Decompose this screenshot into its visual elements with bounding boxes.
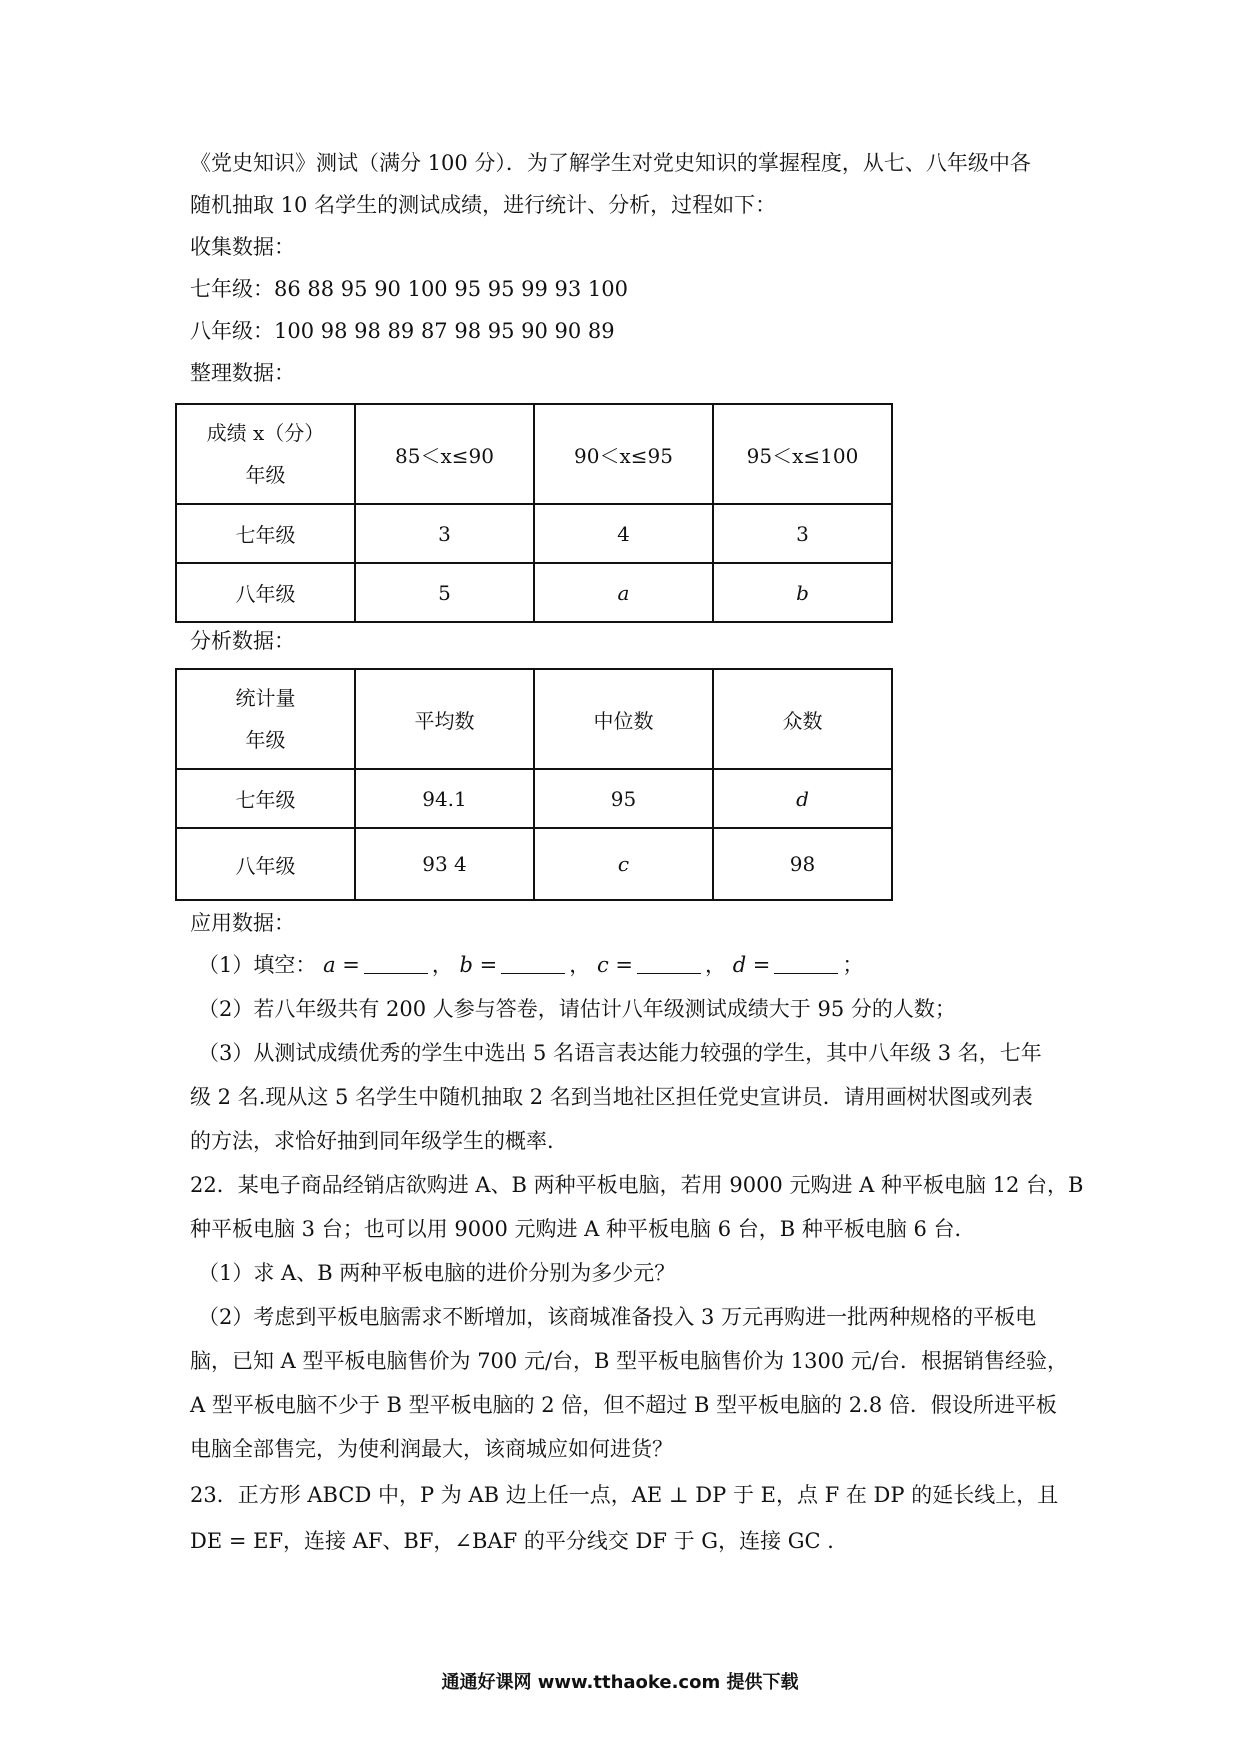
table1-row-label: 八年级 (176, 563, 355, 622)
q1-c-label: c = (596, 953, 633, 977)
table2-corner-bottom: 年级 (245, 728, 286, 752)
table2-row-label: 八年级 (176, 828, 355, 900)
table1-corner-top: 成绩 x（分） (206, 421, 325, 445)
collect-heading: 收集数据： (190, 235, 295, 259)
q1-c-blank (637, 953, 701, 974)
table1-col-header: 90＜x≤95 (534, 404, 713, 504)
table1-cell: b (713, 563, 892, 622)
table2-cell: 93 4 (355, 828, 534, 900)
q1-b-blank (501, 953, 565, 974)
question-2: （2）若八年级共有 200 人参与答卷，请估计八年级测试成绩大于 95 分的人数； (198, 997, 956, 1021)
table2-cell: 94.1 (355, 769, 534, 828)
table2-corner-cell (176, 669, 355, 769)
q1-a-blank (364, 953, 428, 974)
table2-col-header: 众数 (713, 669, 892, 769)
problem-22-line-2: 种平板电脑 3 台；也可以用 9000 元购进 A 种平板电脑 6 台，B 种平板电脑 6 台． (190, 1217, 976, 1241)
table1-cell: 3 (713, 504, 892, 563)
table1-corner-cell (176, 404, 355, 504)
problem-23-line-2: DE = EF，连接 AF、BF，∠BAF 的平分线交 DF 于 G，连接 GC ． (190, 1529, 849, 1553)
grade7-data: 七年级：86 88 95 90 100 95 95 99 93 100 (190, 277, 629, 301)
table1-cell: a (534, 563, 713, 622)
apply-heading: 应用数据： (190, 911, 295, 935)
q1-d-blank (774, 953, 838, 974)
problem-22-part-2-line-4: 电脑全部售完，为使利润最大，该商城应如何进货？ (190, 1437, 673, 1461)
question-3-line-3: 的方法，求恰好抽到同年级学生的概率． (190, 1129, 568, 1153)
statistics-table (175, 668, 893, 901)
table1-cell: 5 (355, 563, 534, 622)
problem-22-part-2-line-1: （2）考虑到平板电脑需求不断增加，该商城准备投入 3 万元再购进一批两种规格的平板电 (198, 1305, 1037, 1329)
page-footer: 通通好课网 www.tthaoke.com 提供下载 (441, 1672, 799, 1693)
table2-col-header: 中位数 (534, 669, 713, 769)
problem-22-line-1: 22．某电子商品经销店欲购进 A、B 两种平板电脑，若用 9000 元购进 A 种平板电脑 12 台，B (190, 1173, 1084, 1197)
problem-22-part-2-line-2: 脑，已知 A 型平板电脑售价为 700 元/台，B 型平板电脑售价为 1300 元/台．根据销售经验， (190, 1349, 1068, 1373)
table2-cell: 98 (713, 828, 892, 900)
table1-cell: 3 (355, 504, 534, 563)
table2-row-label: 七年级 (176, 769, 355, 828)
table1-corner-bottom: 年级 (245, 463, 286, 487)
organize-heading: 整理数据： (190, 361, 295, 385)
q1-b-label: b = (459, 953, 498, 977)
table2-col-header: 平均数 (355, 669, 534, 769)
problem-22-part-1: （1）求 A、B 两种平板电脑的进价分别为多少元？ (198, 1261, 676, 1285)
q1-prefix: （1）填空： (198, 953, 317, 977)
table1-row-label: 七年级 (176, 504, 355, 563)
table2-corner-top: 统计量 (235, 686, 296, 710)
table2-cell: 95 (534, 769, 713, 828)
table2-cell: d (713, 769, 892, 828)
problem-23-line-1: 23．正方形 ABCD 中，P 为 AB 边上任一点，AE ⊥ DP 于 E，点 F 在 DP 的延长线上，且 (190, 1483, 1059, 1507)
problem-22-part-2-line-3: A 型平板电脑不少于 B 型平板电脑的 2 倍，但不超过 B 型平板电脑的 2.8 倍．假设所进平板 (190, 1393, 1057, 1417)
score-distribution-table (175, 403, 893, 623)
table1-col-header: 95＜x≤100 (713, 404, 892, 504)
question-3-line-2: 级 2 名.现从这 5 名学生中随机抽取 2 名到当地社区担任党史宣讲员．请用画树状图或列表 (190, 1085, 1033, 1109)
table1-col-header: 85＜x≤90 (355, 404, 534, 504)
question-1: （1）填空： a = ， b = ， c = ， d = ； (198, 953, 864, 977)
q1-d-label: d = (732, 953, 771, 977)
table2-cell: c (534, 828, 713, 900)
grade8-data: 八年级：100 98 98 89 87 98 95 90 90 89 (190, 319, 615, 343)
analyze-heading: 分析数据： (190, 629, 295, 653)
q1-a-label: a = (323, 953, 360, 977)
question-3-line-1: （3）从测试成绩优秀的学生中选出 5 名语言表达能力较强的学生，其中八年级 3 名，七年 (198, 1041, 1042, 1065)
intro-line-2: 随机抽取 10 名学生的测试成绩，进行统计、分析，过程如下： (190, 193, 777, 217)
table1-cell: 4 (534, 504, 713, 563)
intro-line-1: 《党史知识》测试（满分 100 分）．为了解学生对党史知识的掌握程度，从七、八年级中各 (190, 151, 1031, 175)
